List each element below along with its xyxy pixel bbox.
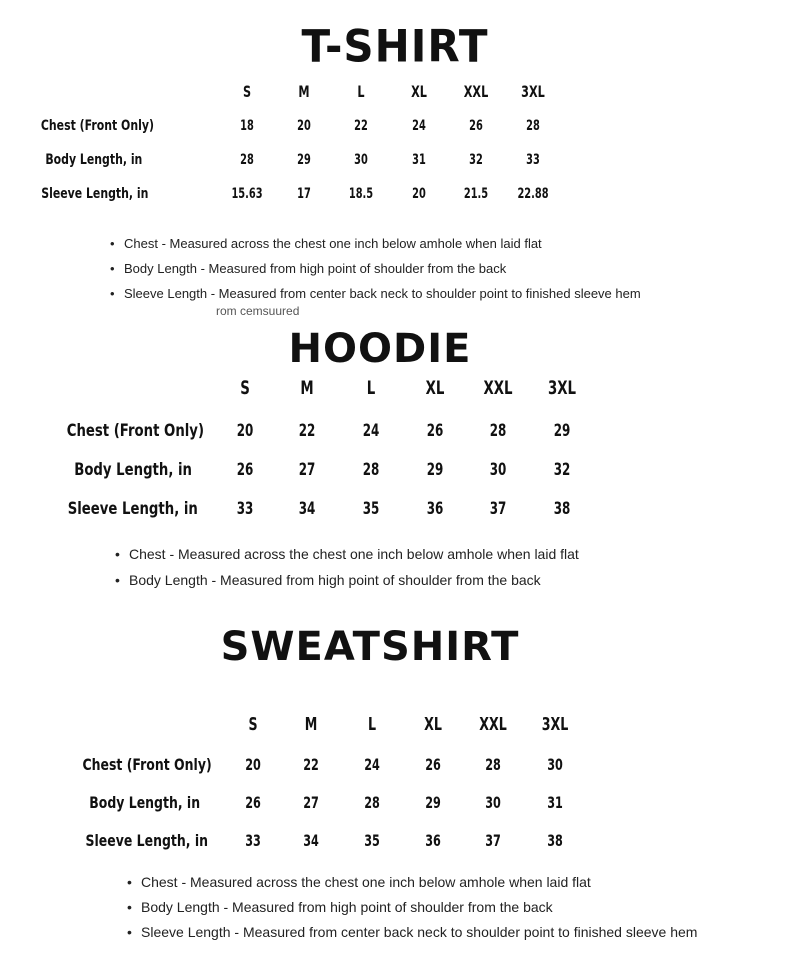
row-label: Chest (Front Only) [40,118,154,134]
table-cell: 15.63 [231,186,263,202]
table-cell: 28 [240,152,254,168]
size-header-cell: 3XL [541,714,569,735]
table-cell: 36 [426,499,444,519]
table-cell: 38 [553,499,571,519]
row-label: Body Length, in [45,152,142,168]
size-header-cell: M [304,714,318,735]
table-cell: 30 [489,460,507,480]
list-item: • Chest - Measured across the chest one inch below amhole when laid flat [110,231,641,256]
list-item: • Chest - Measured across the chest one inch below amhole when laid flat [115,541,579,567]
table-cell: 21.5 [463,186,489,202]
table-cell: 37 [489,499,507,519]
row-label: Chest (Front Only) [82,755,212,774]
size-header-cell: XL [411,82,427,101]
list-item: • Body Length - Measured from high point of shoulder from the back [110,256,641,281]
table-cell: 18.5 [348,186,374,202]
table-cell: 35 [362,499,380,519]
table-cell: 22.88 [517,186,549,202]
table-cell: 29 [425,793,441,812]
size-header-cell: 3XL [547,377,577,399]
size-header-cell: L [357,82,365,101]
table-cell: 30 [354,152,368,168]
table-row [0,458,794,482]
table-cell: 31 [412,152,426,168]
size-header-cell: 3XL [521,82,545,101]
table-cell: 33 [526,152,540,168]
table-row [0,753,794,777]
table-cell: 28 [485,755,501,774]
table-cell: 29 [297,152,311,168]
hoodie-notes [115,541,579,593]
size-header-cell: XXL [463,82,489,101]
size-header-cell: L [366,377,376,399]
table-cell: 18 [240,118,254,134]
table-cell: 20 [297,118,311,134]
tshirt-notes [110,231,641,306]
table-row [0,791,794,815]
table-cell: 34 [303,831,319,850]
table-cell: 28 [489,421,507,441]
table-cell: 20 [245,755,261,774]
row-label: Sleeve Length, in [40,186,148,202]
table-cell: 28 [362,460,380,480]
tshirt-title: T-SHIRT [301,20,489,73]
row-label: Chest (Front Only) [66,421,204,441]
row-label: Sleeve Length, in [67,499,198,519]
table-cell: 34 [298,499,316,519]
table-cell: 38 [547,831,563,850]
table-cell: 22 [298,421,316,441]
row-label: Body Length, in [89,793,200,812]
table-cell: 30 [547,755,563,774]
table-cell: 20 [236,421,254,441]
table-cell: 28 [364,793,380,812]
table-row [0,497,794,521]
table-cell: 26 [426,421,444,441]
size-header-cell: S [248,714,258,735]
size-header-cell: XL [424,714,442,735]
table-cell: 29 [553,421,571,441]
table-cell: 32 [469,152,483,168]
table-cell: 24 [412,118,426,134]
list-item: • Sleeve Length - Measured from center back neck to shoulder point to finished sleeve hem [127,920,697,945]
table-cell: 27 [303,793,319,812]
table-cell: 20 [412,186,426,202]
table-cell: 33 [245,831,261,850]
table-cell: 24 [362,421,380,441]
table-cell: 32 [553,460,571,480]
size-header-cell: S [242,82,252,101]
row-label: Body Length, in [74,460,192,480]
table-cell: 26 [236,460,254,480]
table-cell: 29 [426,460,444,480]
table-row [0,829,794,853]
table-cell: 35 [364,831,380,850]
table-row [0,148,794,172]
table-row [0,182,794,206]
table-row [0,419,794,443]
table-cell: 37 [485,831,501,850]
hoodie-title: HOODIE [288,326,472,372]
table-cell: 30 [485,793,501,812]
table-cell: 33 [236,499,254,519]
table-cell: 27 [298,460,316,480]
size-header-cell: XXL [483,377,513,399]
sweatshirt-size-header [0,713,794,737]
table-cell: 26 [469,118,483,134]
size-header-cell: M [300,377,314,399]
list-item: • Body Length - Measured from high point of shoulder from the back [127,895,697,920]
table-cell: 26 [245,793,261,812]
table-cell: 17 [297,186,311,202]
table-row [0,114,794,138]
ghost-text: rom cemsuured [216,304,300,318]
size-header-cell: S [240,377,250,399]
list-item: • Body Length - Measured from high point of shoulder from the back [115,567,579,593]
sweatshirt-title: SWEATSHIRT [220,624,520,670]
table-cell: 22 [303,755,319,774]
hoodie-size-header [0,376,794,400]
list-item: • Chest - Measured across the chest one inch below amhole when laid flat [127,870,697,895]
table-cell: 26 [425,755,441,774]
row-label: Sleeve Length, in [85,831,208,850]
list-item: • Sleeve Length - Measured from center back neck to shoulder point to finished sleeve hem [110,281,641,306]
size-header-cell: M [298,82,310,101]
table-cell: 28 [526,118,540,134]
table-cell: 22 [354,118,368,134]
table-cell: 36 [425,831,441,850]
table-cell: 31 [547,793,563,812]
table-cell: 24 [364,755,380,774]
tshirt-size-header [0,80,794,104]
size-header-cell: XL [425,377,445,399]
sweatshirt-notes [127,870,697,945]
size-header-cell: L [367,714,377,735]
size-header-cell: XXL [479,714,507,735]
